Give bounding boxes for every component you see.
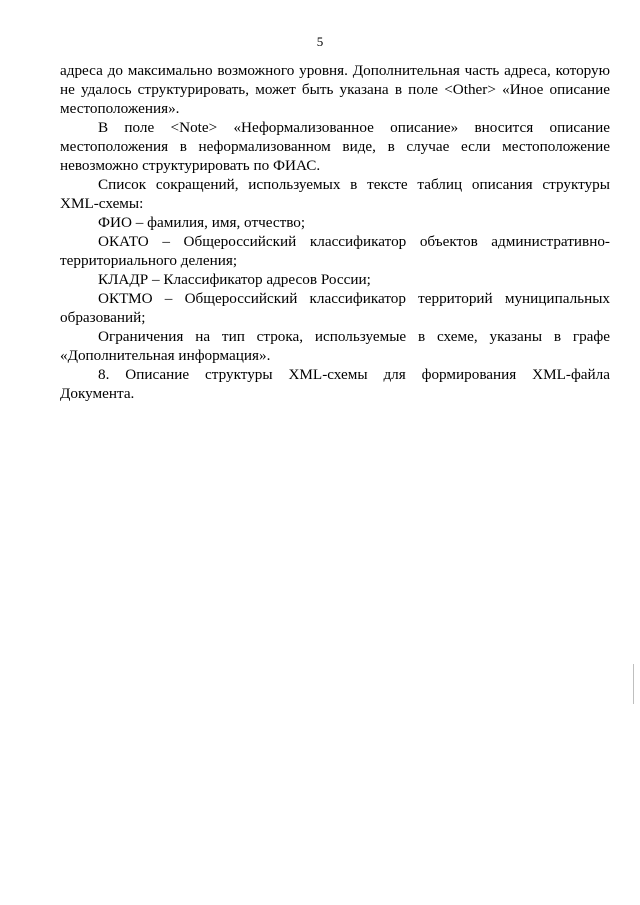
page-number: 5 <box>316 34 324 49</box>
section-heading-8: 8. Описание структуры XML-схемы для формирования XML-файла Документа. <box>60 366 610 402</box>
abbreviation-okato: ОКАТО – Общероссийский классификатор объектов административно-территориального деления; <box>60 233 610 269</box>
document-body <box>60 61 610 403</box>
scan-edge-mark <box>633 664 634 704</box>
paragraph-note-field: В поле <Note> «Неформализованное описание» вносится описание местоположения в неформализованном виде, в случае если местоположение невозможно структурировать по ФИАС. <box>60 119 610 174</box>
abbreviation-kladr: КЛАДР – Классификатор адресов России; <box>98 271 371 288</box>
abbreviation-fio: ФИО – фамилия, имя, отчество; <box>98 214 306 231</box>
paragraph-abbreviations-intro: Список сокращений, используемых в тексте таблиц описания структуры XML-схемы: <box>60 176 610 212</box>
paragraph-address-continuation: адреса до максимально возможного уровня. Дополнительная часть адреса, которую не удалось структурировать, может быть указана в поле <Other> «Иное описание местоположения». <box>60 62 610 117</box>
paragraph-string-restrictions: Ограничения на тип строка, используемые в схеме, указаны в графе «Дополнительная информация». <box>60 328 610 364</box>
abbreviation-oktmo: ОКТМО – Общероссийский классификатор территорий муниципальных образований; <box>60 290 610 326</box>
